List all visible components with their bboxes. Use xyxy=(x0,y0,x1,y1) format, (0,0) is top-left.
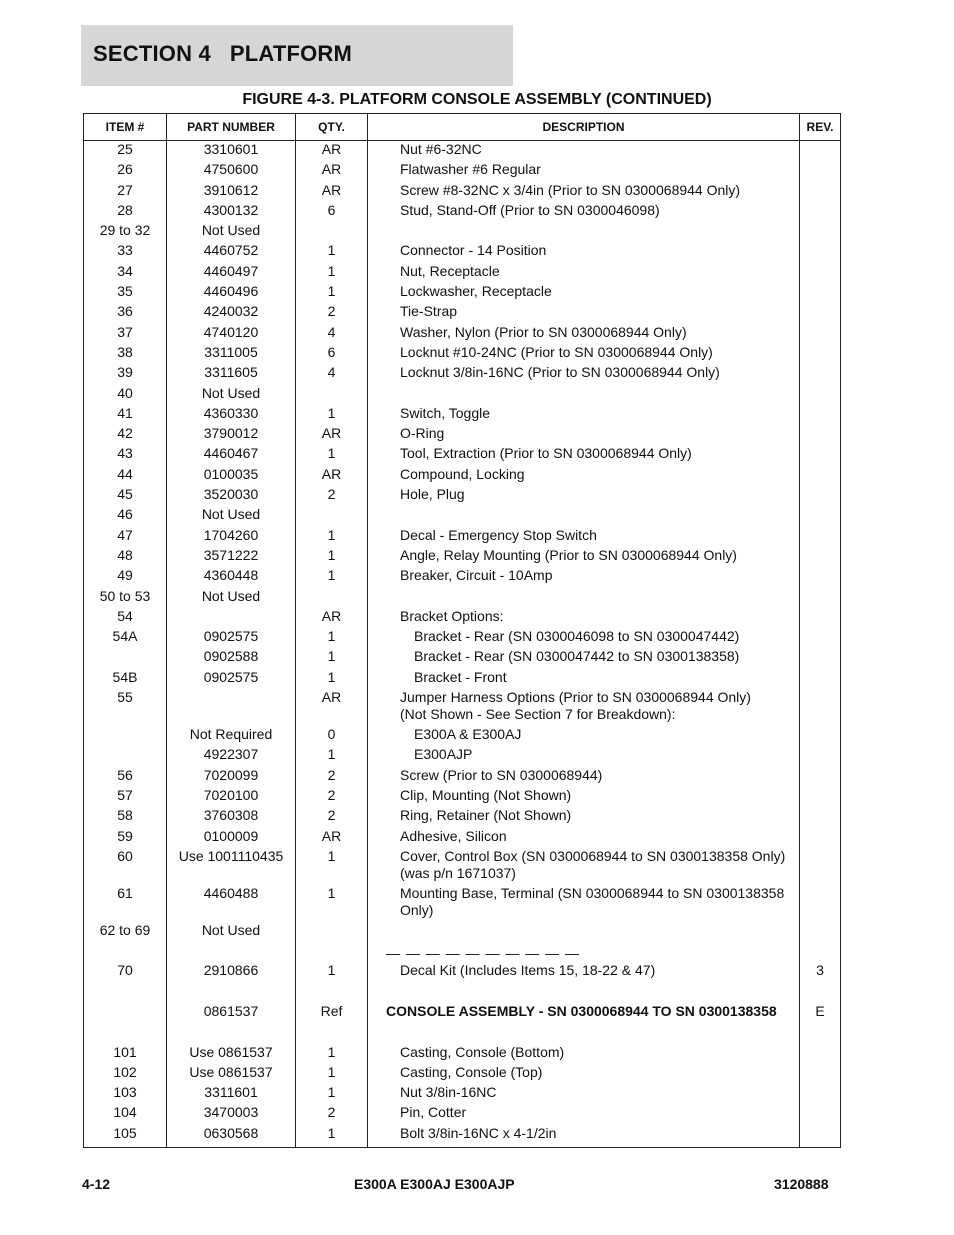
item-cell: 38 xyxy=(84,344,167,364)
rev-cell xyxy=(800,588,841,608)
description-cell: Hole, Plug xyxy=(368,486,800,506)
part-number-cell: 3760308 xyxy=(167,807,296,827)
description-cell: CONSOLE ASSEMBLY - SN 0300068944 TO SN 0300138358 xyxy=(368,1003,800,1023)
description-cell: Washer, Nylon (Prior to SN 0300068944 Only) xyxy=(368,324,800,344)
part-number-cell: 2910866 xyxy=(167,962,296,982)
table-row xyxy=(84,182,841,202)
item-cell: 105 xyxy=(84,1125,167,1148)
table-row xyxy=(84,1104,841,1124)
description-cell: Nut 3/8in-16NC xyxy=(368,1084,800,1104)
rev-cell xyxy=(800,807,841,827)
table-row xyxy=(84,983,841,1003)
part-number-cell: 4460497 xyxy=(167,263,296,283)
table-row xyxy=(84,767,841,787)
qty-cell: AR xyxy=(296,466,368,486)
rev-cell xyxy=(800,364,841,384)
table-row xyxy=(84,161,841,181)
part-number-cell: 3910612 xyxy=(167,182,296,202)
qty-cell xyxy=(296,1023,368,1043)
table-row xyxy=(84,608,841,628)
table-row xyxy=(84,263,841,283)
part-number-cell: 4460488 xyxy=(167,885,296,922)
part-number-cell: 0902588 xyxy=(167,648,296,668)
qty-cell xyxy=(296,922,368,942)
rev-cell xyxy=(800,242,841,262)
part-number-cell: 0100009 xyxy=(167,828,296,848)
qty-cell xyxy=(296,588,368,608)
rev-cell xyxy=(800,669,841,689)
header-item: ITEM # xyxy=(84,114,167,141)
qty-cell: 0 xyxy=(296,726,368,746)
description-cell: E300A & E300AJ xyxy=(368,726,800,746)
table-row xyxy=(84,385,841,405)
qty-cell: 1 xyxy=(296,848,368,885)
description-cell: Breaker, Circuit - 10Amp xyxy=(368,567,800,587)
description-cell: Angle, Relay Mounting (Prior to SN 0300068944 Only) xyxy=(368,547,800,567)
qty-cell: AR xyxy=(296,182,368,202)
rev-cell xyxy=(800,324,841,344)
rev-cell xyxy=(800,1044,841,1064)
description-cell: Cover, Control Box (SN 0300068944 to SN 0300138358 Only) (was p/n 1671037) xyxy=(368,848,800,885)
part-number-cell: 4360330 xyxy=(167,405,296,425)
item-cell: 54A xyxy=(84,628,167,648)
item-cell: 37 xyxy=(84,324,167,344)
rev-cell xyxy=(800,983,841,1003)
description-cell: Nut #6-32NC xyxy=(368,141,800,162)
description-cell xyxy=(368,1023,800,1043)
qty-cell xyxy=(296,385,368,405)
part-number-cell: 0902575 xyxy=(167,628,296,648)
item-cell: 62 to 69 xyxy=(84,922,167,942)
header-qty: QTY. xyxy=(296,114,368,141)
header-description: DESCRIPTION xyxy=(368,114,800,141)
table-row xyxy=(84,506,841,526)
part-number-cell: 3470003 xyxy=(167,1104,296,1124)
table-row xyxy=(84,283,841,303)
rev-cell xyxy=(800,608,841,628)
rev-cell xyxy=(800,746,841,766)
table-row xyxy=(84,922,841,942)
part-number-cell: Use 0861537 xyxy=(167,1064,296,1084)
table-row xyxy=(84,1084,841,1104)
qty-cell: 1 xyxy=(296,1064,368,1084)
part-number-cell: 7020100 xyxy=(167,787,296,807)
table-row xyxy=(84,202,841,222)
part-number-cell xyxy=(167,1023,296,1043)
description-cell: Tie-Strap xyxy=(368,303,800,323)
header-rev: REV. xyxy=(800,114,841,141)
item-cell xyxy=(84,983,167,1003)
item-cell: 102 xyxy=(84,1064,167,1084)
table-row xyxy=(84,324,841,344)
qty-cell: 2 xyxy=(296,767,368,787)
qty-cell: 6 xyxy=(296,202,368,222)
item-cell: 47 xyxy=(84,527,167,547)
qty-cell: 2 xyxy=(296,303,368,323)
description-cell: Bracket - Rear (SN 0300046098 to SN 0300047442) xyxy=(368,628,800,648)
table-row xyxy=(84,648,841,668)
qty-cell: AR xyxy=(296,141,368,162)
table-row xyxy=(84,807,841,827)
qty-cell: AR xyxy=(296,161,368,181)
rev-cell xyxy=(800,848,841,885)
table-row xyxy=(84,466,841,486)
qty-cell: 1 xyxy=(296,445,368,465)
description-cell: O-Ring xyxy=(368,425,800,445)
description-cell: Stud, Stand-Off (Prior to SN 0300046098) xyxy=(368,202,800,222)
rev-cell xyxy=(800,182,841,202)
rev-cell xyxy=(800,425,841,445)
item-cell: 70 xyxy=(84,962,167,982)
rev-cell xyxy=(800,385,841,405)
part-number-cell xyxy=(167,689,296,726)
qty-cell: 1 xyxy=(296,242,368,262)
table-row xyxy=(84,1064,841,1084)
rev-cell xyxy=(800,648,841,668)
table-row xyxy=(84,962,841,982)
item-cell: 35 xyxy=(84,283,167,303)
rev-cell: 3 xyxy=(800,962,841,982)
description-cell: Bracket Options: xyxy=(368,608,800,628)
table-row xyxy=(84,141,841,162)
item-cell: 45 xyxy=(84,486,167,506)
rev-cell xyxy=(800,1125,841,1148)
parts-table-body xyxy=(84,141,841,1148)
rev-cell xyxy=(800,1104,841,1124)
table-row xyxy=(84,344,841,364)
rev-cell xyxy=(800,1084,841,1104)
rev-cell xyxy=(800,486,841,506)
table-row xyxy=(84,1023,841,1043)
item-cell: 104 xyxy=(84,1104,167,1124)
rev-cell xyxy=(800,283,841,303)
rev-cell xyxy=(800,202,841,222)
table-row xyxy=(84,689,841,726)
figure-title: FIGURE 4-3. PLATFORM CONSOLE ASSEMBLY (CONTINUED) xyxy=(242,91,712,108)
description-cell xyxy=(368,506,800,526)
item-cell: 46 xyxy=(84,506,167,526)
description-cell: Ring, Retainer (Not Shown) xyxy=(368,807,800,827)
item-cell: 54 xyxy=(84,608,167,628)
description-cell: Nut, Receptacle xyxy=(368,263,800,283)
table-row xyxy=(84,242,841,262)
table-row xyxy=(84,885,841,922)
rev-cell xyxy=(800,567,841,587)
part-number-cell: Not Used xyxy=(167,588,296,608)
rev-cell xyxy=(800,547,841,567)
rev-cell xyxy=(800,767,841,787)
table-row xyxy=(84,303,841,323)
qty-cell: AR xyxy=(296,828,368,848)
table-row xyxy=(84,828,841,848)
part-number-cell: 4922307 xyxy=(167,746,296,766)
item-cell: 61 xyxy=(84,885,167,922)
rev-cell xyxy=(800,628,841,648)
description-cell: E300AJP xyxy=(368,746,800,766)
description-cell: Casting, Console (Top) xyxy=(368,1064,800,1084)
description-cell: Decal - Emergency Stop Switch xyxy=(368,527,800,547)
qty-cell: 1 xyxy=(296,527,368,547)
qty-cell: 1 xyxy=(296,405,368,425)
rev-cell xyxy=(800,141,841,162)
description-cell: Screw #8-32NC x 3/4in (Prior to SN 0300068944 Only) xyxy=(368,182,800,202)
table-row xyxy=(84,445,841,465)
item-cell xyxy=(84,726,167,746)
item-cell: 39 xyxy=(84,364,167,384)
table-row xyxy=(84,425,841,445)
table-row xyxy=(84,364,841,384)
part-number-cell: 0902575 xyxy=(167,669,296,689)
table-row xyxy=(84,942,841,962)
item-cell: 50 to 53 xyxy=(84,588,167,608)
qty-cell: 1 xyxy=(296,1044,368,1064)
table-row xyxy=(84,746,841,766)
table-row xyxy=(84,726,841,746)
qty-cell xyxy=(296,506,368,526)
table-row xyxy=(84,848,841,885)
qty-cell: 1 xyxy=(296,1084,368,1104)
item-cell: 41 xyxy=(84,405,167,425)
part-number-cell: 4300132 xyxy=(167,202,296,222)
rev-cell xyxy=(800,942,841,962)
item-cell: 48 xyxy=(84,547,167,567)
part-number-cell: 4360448 xyxy=(167,567,296,587)
qty-cell xyxy=(296,983,368,1003)
item-cell: 103 xyxy=(84,1084,167,1104)
part-number-cell: Not Used xyxy=(167,506,296,526)
part-number-cell: 4750600 xyxy=(167,161,296,181)
description-cell: Tool, Extraction (Prior to SN 0300068944 Only) xyxy=(368,445,800,465)
item-cell: 60 xyxy=(84,848,167,885)
rev-cell: E xyxy=(800,1003,841,1023)
item-cell: 33 xyxy=(84,242,167,262)
qty-cell: 1 xyxy=(296,567,368,587)
part-number-cell: 4740120 xyxy=(167,324,296,344)
rev-cell xyxy=(800,922,841,942)
part-number-cell: 4460496 xyxy=(167,283,296,303)
table-row xyxy=(84,1044,841,1064)
rev-cell xyxy=(800,506,841,526)
part-number-cell: Not Used xyxy=(167,385,296,405)
header-part-number: PART NUMBER xyxy=(167,114,296,141)
description-cell: Bracket - Rear (SN 0300047442 to SN 0300138358) xyxy=(368,648,800,668)
description-cell: Locknut #10-24NC (Prior to SN 0300068944 Only) xyxy=(368,344,800,364)
qty-cell xyxy=(296,942,368,962)
description-cell: Bolt 3/8in-16NC x 4-1/2in xyxy=(368,1125,800,1148)
part-number-cell: 4460467 xyxy=(167,445,296,465)
qty-cell: 1 xyxy=(296,962,368,982)
description-cell: Connector - 14 Position xyxy=(368,242,800,262)
part-number-cell: Not Required xyxy=(167,726,296,746)
table-header-row xyxy=(84,114,841,141)
item-cell: 25 xyxy=(84,141,167,162)
description-cell: Lockwasher, Receptacle xyxy=(368,283,800,303)
table-row xyxy=(84,567,841,587)
qty-cell: 6 xyxy=(296,344,368,364)
description-cell xyxy=(368,385,800,405)
part-number-cell: 0630568 xyxy=(167,1125,296,1148)
part-number-cell: 0861537 xyxy=(167,1003,296,1023)
part-number-cell: 7020099 xyxy=(167,767,296,787)
item-cell: 29 to 32 xyxy=(84,222,167,242)
qty-cell: 1 xyxy=(296,669,368,689)
item-cell xyxy=(84,942,167,962)
qty-cell: 4 xyxy=(296,364,368,384)
part-number-cell: 3790012 xyxy=(167,425,296,445)
part-number-cell xyxy=(167,983,296,1003)
qty-cell: Ref xyxy=(296,1003,368,1023)
description-cell: Bracket - Front xyxy=(368,669,800,689)
part-number-cell xyxy=(167,608,296,628)
qty-cell: 1 xyxy=(296,746,368,766)
table-row xyxy=(84,222,841,242)
description-cell: — — — — — — — — — — xyxy=(368,942,800,962)
rev-cell xyxy=(800,689,841,726)
rev-cell xyxy=(800,726,841,746)
item-cell: 44 xyxy=(84,466,167,486)
description-cell: Jumper Harness Options (Prior to SN 0300068944 Only) (Not Shown - See Section 7 for Breakdown): xyxy=(368,689,800,726)
item-cell: 34 xyxy=(84,263,167,283)
rev-cell xyxy=(800,885,841,922)
qty-cell xyxy=(296,222,368,242)
description-cell: Decal Kit (Includes Items 15, 18-22 & 47) xyxy=(368,962,800,982)
item-cell xyxy=(84,1023,167,1043)
part-number-cell: 3520030 xyxy=(167,486,296,506)
description-cell: Screw (Prior to SN 0300068944) xyxy=(368,767,800,787)
rev-cell xyxy=(800,828,841,848)
item-cell: 55 xyxy=(84,689,167,726)
table-row xyxy=(84,669,841,689)
item-cell: 26 xyxy=(84,161,167,181)
description-cell: Casting, Console (Bottom) xyxy=(368,1044,800,1064)
part-number-cell: Not Used xyxy=(167,222,296,242)
rev-cell xyxy=(800,527,841,547)
item-cell: 27 xyxy=(84,182,167,202)
parts-table xyxy=(83,113,841,1148)
qty-cell: AR xyxy=(296,608,368,628)
description-cell: Flatwasher #6 Regular xyxy=(368,161,800,181)
item-cell: 56 xyxy=(84,767,167,787)
item-cell: 49 xyxy=(84,567,167,587)
item-cell: 101 xyxy=(84,1044,167,1064)
rev-cell xyxy=(800,263,841,283)
qty-cell: 1 xyxy=(296,547,368,567)
qty-cell: 4 xyxy=(296,324,368,344)
qty-cell: 2 xyxy=(296,1104,368,1124)
part-number-cell: 0100035 xyxy=(167,466,296,486)
table-row xyxy=(84,527,841,547)
part-number-cell: 3310601 xyxy=(167,141,296,162)
qty-cell: 1 xyxy=(296,885,368,922)
part-number-cell: 3571222 xyxy=(167,547,296,567)
description-cell: Switch, Toggle xyxy=(368,405,800,425)
item-cell xyxy=(84,746,167,766)
description-cell: Locknut 3/8in-16NC (Prior to SN 0300068944 Only) xyxy=(368,364,800,384)
part-number-cell: Not Used xyxy=(167,922,296,942)
part-number-cell: 3311601 xyxy=(167,1084,296,1104)
qty-cell: 2 xyxy=(296,787,368,807)
description-cell: Compound, Locking xyxy=(368,466,800,486)
rev-cell xyxy=(800,787,841,807)
item-cell xyxy=(84,1003,167,1023)
item-cell: 28 xyxy=(84,202,167,222)
table-row xyxy=(84,1125,841,1148)
description-cell: Mounting Base, Terminal (SN 0300068944 to SN 0300138358 Only) xyxy=(368,885,800,922)
qty-cell: 2 xyxy=(296,486,368,506)
item-cell: 43 xyxy=(84,445,167,465)
rev-cell xyxy=(800,161,841,181)
rev-cell xyxy=(800,466,841,486)
rev-cell xyxy=(800,445,841,465)
item-cell: 54B xyxy=(84,669,167,689)
part-number-cell: 4240032 xyxy=(167,303,296,323)
table-row xyxy=(84,405,841,425)
qty-cell: AR xyxy=(296,689,368,726)
rev-cell xyxy=(800,344,841,364)
item-cell: 58 xyxy=(84,807,167,827)
part-number-cell: 3311605 xyxy=(167,364,296,384)
part-number-cell: 4460752 xyxy=(167,242,296,262)
table-row xyxy=(84,588,841,608)
rev-cell xyxy=(800,1023,841,1043)
qty-cell: 1 xyxy=(296,648,368,668)
rev-cell xyxy=(800,405,841,425)
item-cell xyxy=(84,648,167,668)
description-cell: Clip, Mounting (Not Shown) xyxy=(368,787,800,807)
footer-models: E300A E300AJ E300AJP xyxy=(354,1176,515,1192)
table-row xyxy=(84,486,841,506)
footer-page-number: 4-12 xyxy=(82,1176,111,1192)
table-row xyxy=(84,547,841,567)
item-cell: 40 xyxy=(84,385,167,405)
description-cell: Adhesive, Silicon xyxy=(368,828,800,848)
qty-cell: 1 xyxy=(296,628,368,648)
table-row xyxy=(84,787,841,807)
description-cell xyxy=(368,922,800,942)
rev-cell xyxy=(800,1064,841,1084)
qty-cell: 2 xyxy=(296,807,368,827)
qty-cell: 1 xyxy=(296,283,368,303)
qty-cell: AR xyxy=(296,425,368,445)
section-title: SECTION 4 PLATFORM xyxy=(93,41,353,66)
description-cell: Pin, Cotter xyxy=(368,1104,800,1124)
rev-cell xyxy=(800,303,841,323)
qty-cell: 1 xyxy=(296,1125,368,1148)
description-cell xyxy=(368,983,800,1003)
table-row xyxy=(84,628,841,648)
qty-cell: 1 xyxy=(296,263,368,283)
item-cell: 42 xyxy=(84,425,167,445)
section-header xyxy=(81,25,513,86)
part-number-cell: Use 1001110435 xyxy=(167,848,296,885)
item-cell: 57 xyxy=(84,787,167,807)
description-cell xyxy=(368,588,800,608)
part-number-cell xyxy=(167,942,296,962)
item-cell: 36 xyxy=(84,303,167,323)
description-cell xyxy=(368,222,800,242)
footer-doc-number: 3120888 xyxy=(774,1176,829,1192)
table-row xyxy=(84,1003,841,1023)
part-number-cell: 1704260 xyxy=(167,527,296,547)
item-cell: 59 xyxy=(84,828,167,848)
part-number-cell: 3311005 xyxy=(167,344,296,364)
part-number-cell: Use 0861537 xyxy=(167,1044,296,1064)
rev-cell xyxy=(800,222,841,242)
